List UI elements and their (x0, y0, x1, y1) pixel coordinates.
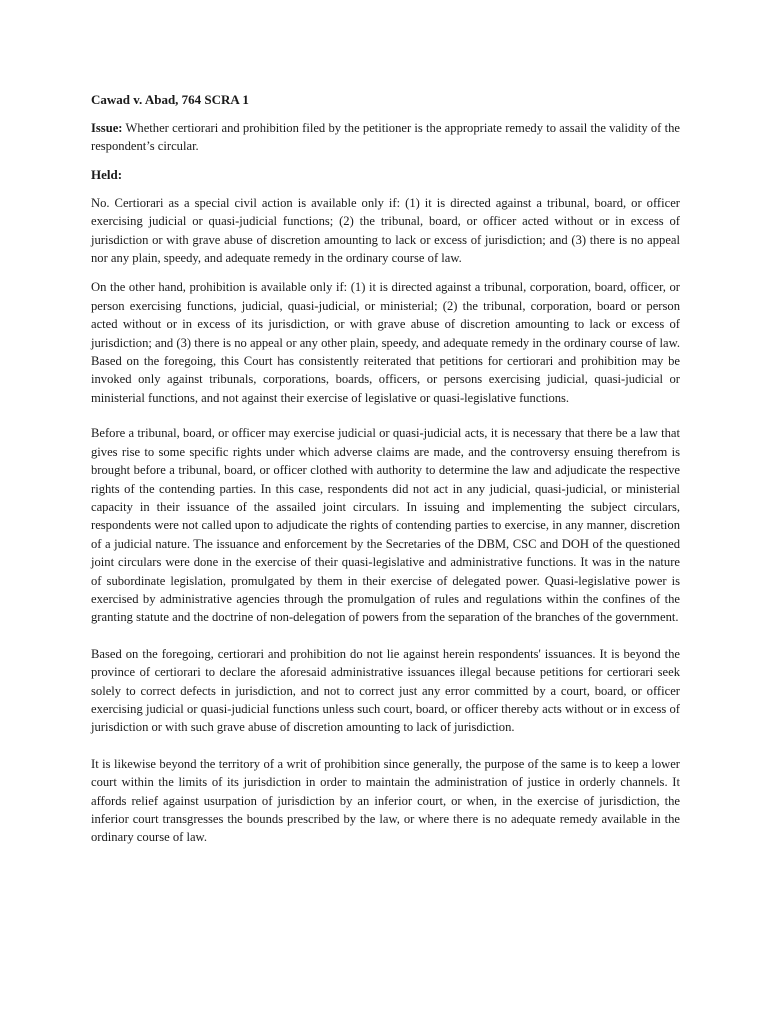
held-paragraph-1: No. Certiorari as a special civil action is available only if: (1) it is directed against a tribunal, board, or officer exercising judicial or quasi-judicial functions; (2) the tribunal, board, or officer acted without or in excess of jurisdiction or with grave abuse of discretion amounting to lack or excess of jurisdiction; and (3) there is no appeal nor any plain, speedy, and adequate remedy in the ordinary course of law. (91, 195, 680, 266)
case-title: Cawad v. Abad, 764 SCRA 1 (91, 92, 249, 107)
held-paragraph-4: Based on the foregoing, certiorari and prohibition do not lie against herein respondents' issuances. It is beyond the province of certiorari to declare the aforesaid administrative issuances illegal because petitions for certiorari seek solely to correct defects in jurisdiction, and not to correct just any error committed by a court, board, or officer exercising judicial or quasi-judicial functions unless such court, board, or officer thereby acts without or in excess of jurisdiction or with such grave abuse of discretion amounting to lack of jurisdiction. (91, 646, 680, 735)
held-heading: Held: (91, 166, 123, 182)
held-paragraph-2: On the other hand, prohibition is available only if: (1) it is directed against a tribunal, corporation, board, officer, or person exercising functions, judicial, quasi-judicial, or ministerial; (2) the tribunal, corporation, board or person acted without or in excess of its jurisdiction, or with grave abuse of discretion amounting to lack or excess of jurisdiction; and (3) there is no appeal or any other plain, speedy, and adequate remedy in the ordinary course of law. Based on the foregoing, this Court has consistently reiterated that petitions for certiorari and prohibition may be invoked only against tribunals, corporations, boards, officers, or persons exercising judicial, quasi-judicial or ministerial functions, and not against their exercise of legislative or quasi-legislative functions. (91, 280, 680, 405)
held-paragraph-3: Before a tribunal, board, or officer may exercise judicial or quasi-judicial acts, it is necessary that there be a law that gives rise to some specific rights under which adverse claims are made, and the controversy ensuing therefrom is brought before a tribunal, board, or officer clothed with authority to determine the law and adjudicate the respective rights of the contending parties. In this case, respondents did not act in any judicial, quasi-judicial, or ministerial capacity in their issuance of the assailed joint circulars. In issuing and implementing the subject circulars, respondents were not called upon to adjudicate the rights of contending parties to exercise, in any manner, discretion of a judicial nature. The issuance and enforcement by the Secretaries of the DBM, CSC and DOH of the questioned joint circulars were done in the exercise of their quasi-legislative and administrative functions. It was in the nature of subordinate legislation, promulgated by them in their exercise of delegated power. Quasi-legislative power is exercised by administrative agencies through the promulgation of rules and regulations within the confines of the granting statute and the doctrine of non-delegation of powers from the separation of the branches of the government. (91, 426, 680, 625)
issue-label: Issue: (91, 121, 123, 135)
issue-paragraph (91, 119, 680, 156)
held-paragraph-5: It is likewise beyond the territory of a writ of prohibition since generally, the purpose of the same is to keep a lower court within the limits of its jurisdiction in order to maintain the administration of justice in orderly channels. It affords relief against usurpation of jurisdiction by an inferior court, or when, in the exercise of jurisdiction, the inferior court transgresses the bounds prescribed by the law, or where there is no adequate remedy available in the ordinary course of law. (91, 756, 680, 845)
issue-text: Whether certiorari and prohibition filed by the petitioner is the appropriate remedy to assail the validity of the respondent’s circular. (91, 121, 680, 154)
